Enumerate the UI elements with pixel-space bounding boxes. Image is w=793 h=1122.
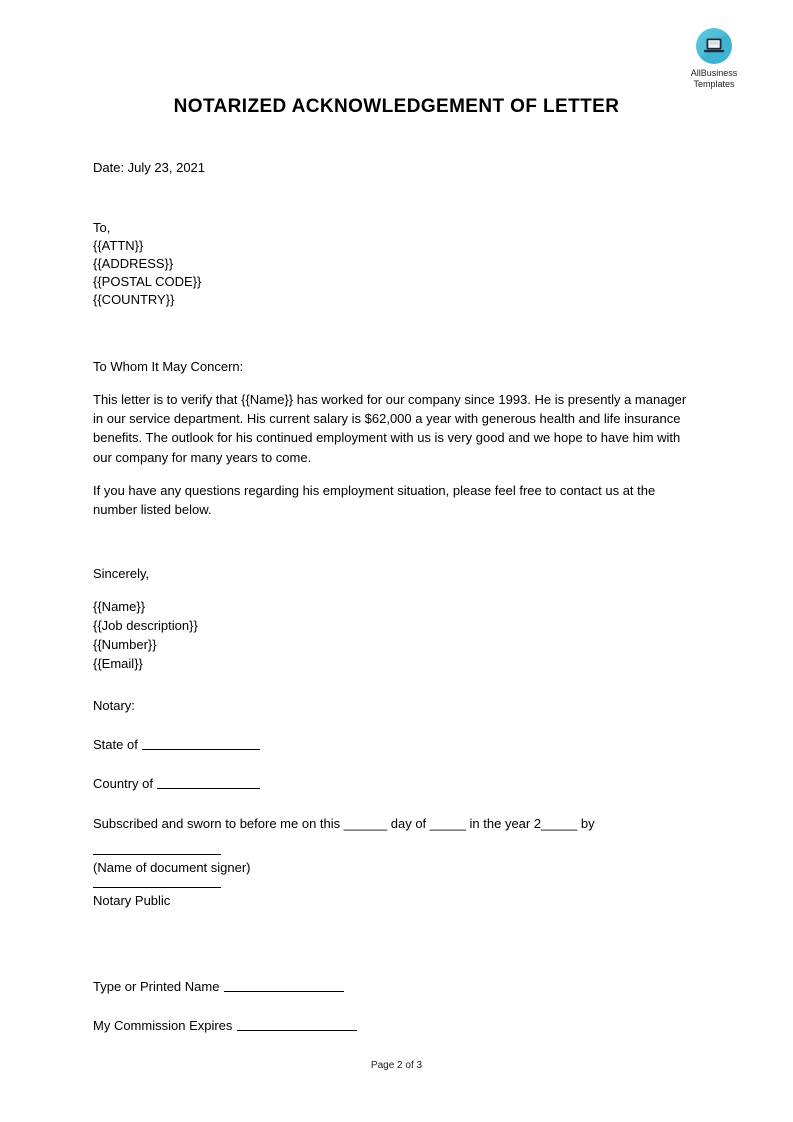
closing: Sincerely,: [93, 566, 150, 582]
commission-expires-label: My Commission Expires: [93, 1018, 233, 1034]
brand-logo: [675, 28, 753, 90]
signer-signature-rule[interactable]: [93, 854, 221, 855]
address-line: {{POSTAL CODE}}: [93, 274, 202, 289]
date-line: Date: July 23, 2021: [93, 160, 206, 175]
signature-line: {{Job description}}: [93, 618, 198, 634]
address-line: {{ADDRESS}}: [93, 256, 174, 271]
body-paragraph-2: If you have any questions regarding his employment situation, please feel free to contact us at the number listed below.: [93, 482, 656, 518]
printed-name-field[interactable]: [93, 977, 697, 996]
page-footer: Page 2 of 3: [370, 1060, 423, 1071]
notary-signature-rule[interactable]: [93, 887, 221, 888]
notary-public-caption: Notary Public: [93, 893, 171, 909]
state-of-label: State of: [93, 737, 138, 753]
letter-body: [93, 158, 697, 1035]
printed-name-label: Type or Printed Name: [93, 979, 220, 995]
country-of-blank[interactable]: [157, 775, 260, 789]
page-title: NOTARIZED ACKNOWLEDGEMENT OF LETTER: [173, 96, 620, 117]
commission-expires-field[interactable]: [93, 1016, 697, 1035]
signature-line: {{Email}}: [93, 656, 143, 672]
state-of-blank[interactable]: [142, 736, 260, 750]
address-line: {{COUNTRY}}: [93, 292, 175, 307]
notary-bottom-fields: [93, 977, 697, 1035]
salutation: To Whom It May Concern:: [93, 359, 244, 374]
laptop-icon: [696, 28, 732, 64]
country-of-label: Country of: [93, 776, 153, 792]
printed-name-blank[interactable]: [224, 978, 344, 992]
sender-signature-block: [93, 597, 697, 673]
sworn-statement: Subscribed and sworn to before me on this ______ day of _____ in the year 2_____ by: [93, 816, 595, 832]
signer-caption: (Name of document signer): [93, 860, 251, 876]
body-paragraph-1: This letter is to verify that {{Name}} has worked for our company since 1993. He is presently a manager in our service department. His current salary is $62,000 a year with generous health and life insurance benefits. The outlook for his continued employment with us is very good and we hope to have him with our company for many years to come.: [93, 392, 687, 465]
signature-line: {{Name}}: [93, 599, 146, 615]
recipient-address-block: [93, 219, 697, 309]
address-line: To,: [93, 220, 111, 235]
address-line: {{ATTN}}: [93, 238, 144, 253]
notary-heading: Notary:: [93, 698, 135, 714]
state-of-field[interactable]: [93, 735, 697, 754]
logo-text-line-1: AllBusiness: [690, 68, 738, 78]
commission-expires-blank[interactable]: [237, 1017, 357, 1031]
logo-text-line-2: Templates: [693, 79, 735, 89]
signature-line: {{Number}}: [93, 637, 157, 653]
country-of-field[interactable]: [93, 774, 697, 793]
